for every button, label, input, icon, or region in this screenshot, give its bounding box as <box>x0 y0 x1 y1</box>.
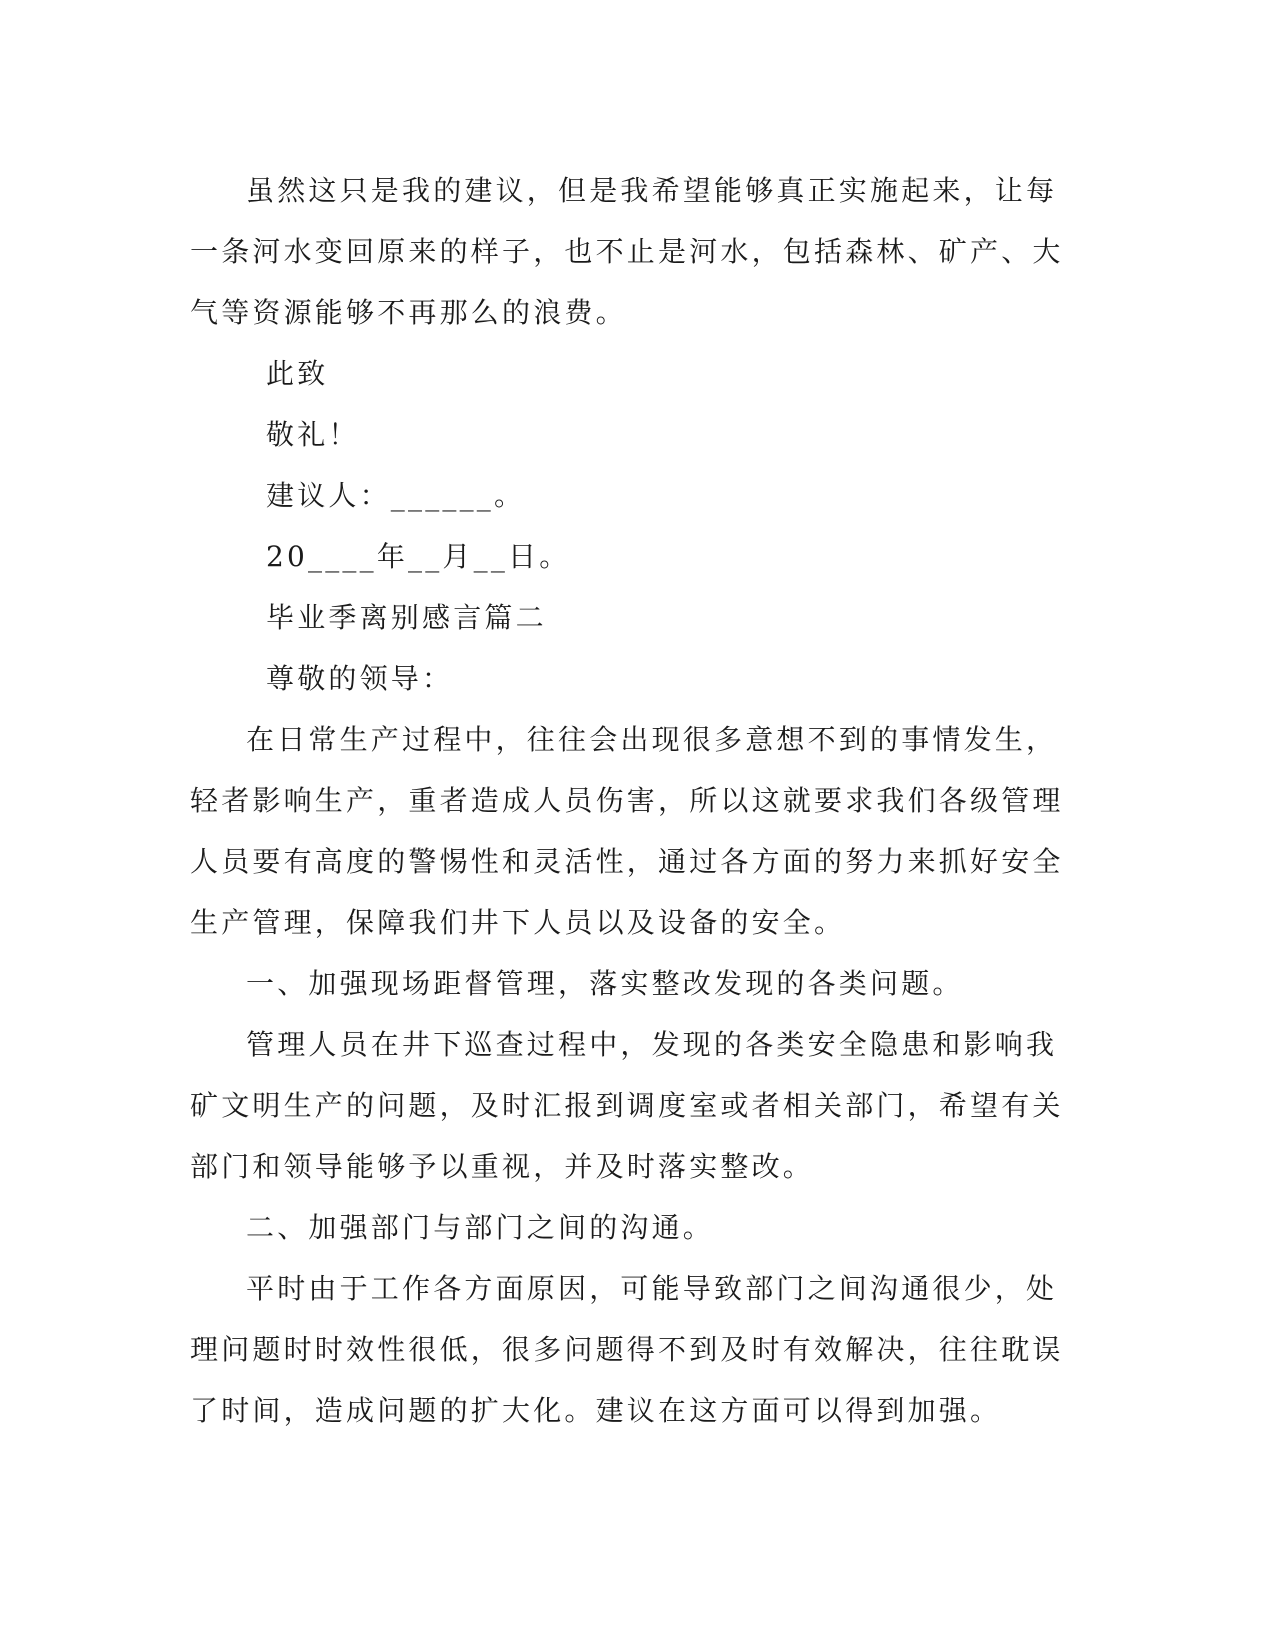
date-line: 20____年__月__日。 <box>266 540 571 573</box>
document-body <box>190 160 1080 1441</box>
signature-line: 建议人：______。 <box>266 479 526 512</box>
paragraph-intro: 在日常生产过程中，往往会出现很多意想不到的事情发生，轻者影响生产，重者造成人员伤害，所以这就要求我们各级管理人员要有高度的警惕性和灵活性，通过各方面的努力来抓好安全生产管理，保障我们井下人员以及设备的安全。 <box>190 723 1064 939</box>
paragraph-point-one: 管理人员在井下巡查过程中，发现的各类安全隐患和影响我矿文明生产的问题，及时汇报到调度室或者相关部门，希望有关部门和领导能够予以重视，并及时落实整改。 <box>190 1028 1064 1183</box>
section-title: 毕业季离别感言篇二 <box>266 601 547 634</box>
salutation: 尊敬的领导： <box>266 662 454 695</box>
paragraph-point-two: 平时由于工作各方面原因，可能导致部门之间沟通很少，处理问题时时效性很低，很多问题得不到及时有效解决，往往耽误了时间，造成问题的扩大化。建议在这方面可以得到加强。 <box>190 1272 1064 1427</box>
paragraph-suggestion: 虽然这只是我的建议，但是我希望能够真正实施起来，让每一条河水变回原来的样子，也不止是河水，包括森林、矿产、大气等资源能够不再那么的浪费。 <box>190 174 1064 329</box>
closing-ci-zhi: 此致 <box>266 357 329 390</box>
heading-point-two: 二、加强部门与部门之间的沟通。 <box>246 1211 715 1244</box>
heading-point-one: 一、加强现场距督管理，落实整改发现的各类问题。 <box>246 967 964 1000</box>
closing-jing-li: 敬礼！ <box>266 418 360 451</box>
